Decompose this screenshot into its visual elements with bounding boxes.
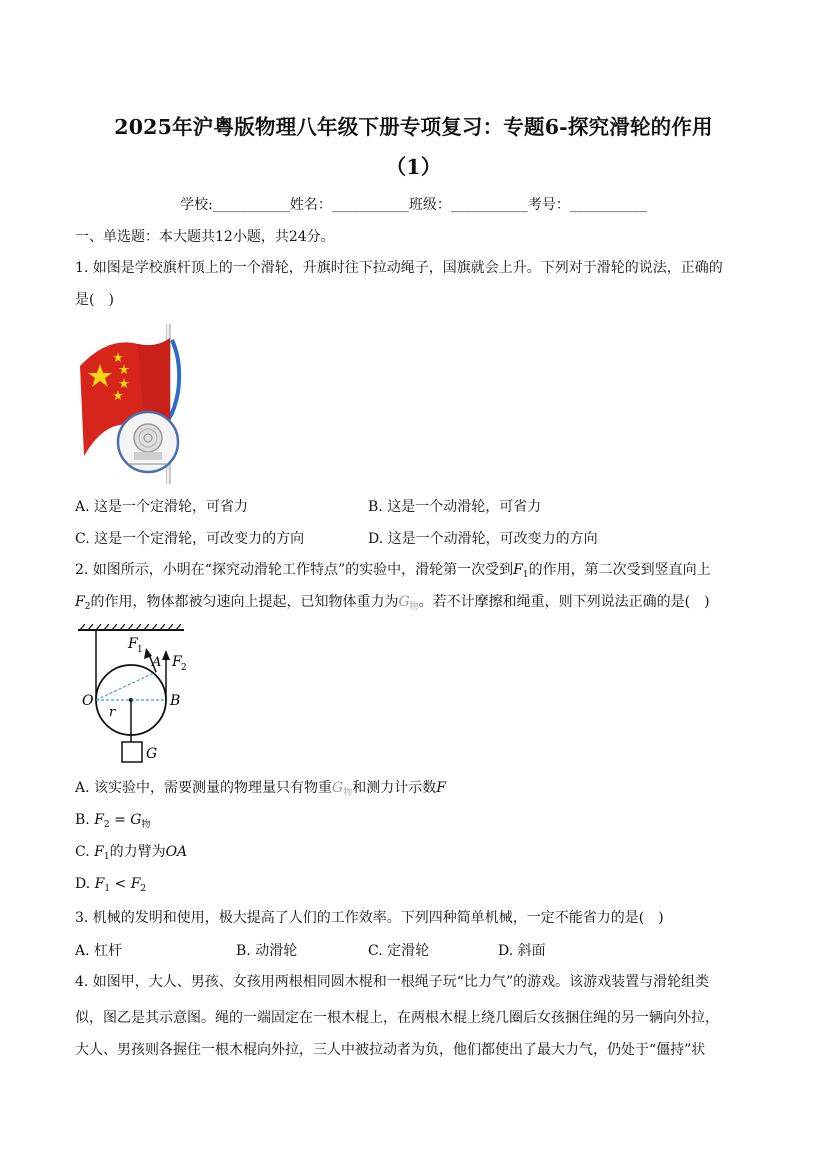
label-f1: F	[128, 636, 138, 652]
question-2-option-a[interactable]	[75, 778, 446, 803]
q2-optc-part-b: 的力臂为	[109, 844, 166, 860]
question-1-option-d[interactable]: D. 这是一个动滑轮，可改变力的方向	[368, 531, 598, 547]
question-2-option-b[interactable]	[75, 810, 151, 835]
document-title-line2: （1）	[385, 155, 442, 179]
label-b: B	[170, 693, 181, 709]
q2-optd-f1: F	[94, 876, 105, 892]
label-f2-sub: 2	[181, 663, 187, 673]
question-2-option-d[interactable]	[75, 874, 146, 899]
question-4-text-line3: 大人、男孩则各握住一根木棍向外拉，三人中被拉动者为负，他们都使出了最大力气，仍处于“僵持”状	[75, 1042, 706, 1058]
question-2-option-c[interactable]	[75, 842, 187, 867]
q2-optd-lt: <	[110, 876, 131, 892]
q2-optb-fsub: 2	[103, 820, 110, 830]
q2-optd-part-a: D.	[75, 876, 95, 892]
question-4-text-line1: 4. 如图甲，大人、男孩、女孩用两根相同圆木棍和一根绳子玩“比力气”的游戏。该游戏装置与滑轮组类	[75, 974, 710, 990]
question-2-text-line2	[75, 592, 710, 617]
question-1-option-c[interactable]: C. 这是一个定滑轮，可改变力的方向	[75, 531, 305, 547]
movable-pulley-diagram	[76, 624, 196, 768]
q2-optc-fsub: 1	[103, 852, 110, 862]
question-3-option-b[interactable]: B. 动滑轮	[236, 943, 298, 959]
q2-line2-g: G	[398, 594, 410, 610]
q2-optb-eq: =	[109, 812, 131, 828]
q2-line1-part-a: 2. 如图所示，小明在“探究动滑轮工作特点”的实验中，滑轮第一次受到	[75, 562, 514, 578]
q2-line2-part-a: 的作用，物体都被匀速向上提起，已知物体重力为	[90, 594, 399, 610]
question-1-option-a[interactable]: A. 这是一个定滑轮，可省力	[75, 499, 249, 515]
question-4-text-line2: 似，图乙是其示意图。绳的一端固定在一根木棍上，在两根木棍上绕几圈后女孩捆住绳的另一辆向外拉，	[75, 1010, 719, 1026]
q2-optd-f2: F	[130, 876, 141, 892]
q2-line1-part-b: 的作用，第二次受到竖直向上	[528, 562, 711, 578]
label-o: O	[82, 693, 94, 709]
question-1-text-line2: 是( )	[75, 292, 114, 308]
q2-optb-gsub: 物	[141, 820, 151, 830]
q2-line2-part-b: 。若不计摩擦和绳重，则下列说法正确的是( )	[418, 594, 710, 610]
question-3-option-d[interactable]: D. 斜面	[498, 943, 546, 959]
q2-opta-part-b: 和测力计示数	[352, 780, 437, 796]
label-g: G	[146, 746, 158, 762]
label-r: r	[109, 705, 116, 720]
q2-optc-f: F	[94, 844, 104, 860]
q2-optc-part-a: C.	[75, 844, 95, 860]
q2-opta-f: F	[436, 780, 446, 796]
q2-optc-oa: OA	[165, 844, 188, 860]
label-f1-sub: 1	[137, 645, 143, 655]
question-3-option-a[interactable]: A. 杠杆	[75, 943, 123, 959]
q2-optb-g: G	[130, 812, 142, 828]
flag-pulley-figure	[78, 322, 186, 486]
q2-opta-g: G	[332, 780, 344, 796]
question-2-text-line1	[75, 560, 711, 585]
q2-optb-f: F	[94, 812, 104, 828]
q2-line2-f: F	[75, 594, 85, 610]
label-a: A	[152, 655, 162, 670]
q2-opta-part-a: A. 该实验中，需要测量的物理量只有物重	[75, 780, 333, 796]
student-info-line: 学校:___________姓名：___________班级：___________考号：___________	[180, 197, 647, 213]
question-1-text-line1: 1. 如图是学校旗杆顶上的一个滑轮，升旗时往下拉动绳子，国旗就会上升。下列对于滑轮的说法，正确的	[75, 260, 723, 276]
q2-line2-fsub: 2	[84, 602, 91, 612]
q2-line2-gsub: 物	[409, 602, 419, 612]
question-3-option-c[interactable]: C. 定滑轮	[368, 943, 430, 959]
q2-optb-part-a: B.	[75, 812, 95, 828]
q2-line1-fsub: 1	[522, 570, 529, 580]
q2-line1-f: F	[513, 562, 523, 578]
document-title-line1: 2025年沪粤版物理八年级下册专项复习：专题6-探究滑轮的作用	[114, 115, 713, 139]
q2-optd-f1sub: 1	[104, 884, 111, 894]
section-heading: 一、单选题：本大题共12小题，共24分。	[75, 229, 335, 245]
question-1-option-b[interactable]: B. 这是一个动滑轮，可省力	[368, 499, 542, 515]
q2-opta-gsub: 物	[343, 788, 353, 798]
question-3-text: 3. 机械的发明和使用，极大提高了人们的工作效率。下列四种简单机械，一定不能省力的是( )	[75, 910, 664, 926]
q2-optd-f2sub: 2	[140, 884, 147, 894]
label-f2: F	[172, 654, 182, 670]
